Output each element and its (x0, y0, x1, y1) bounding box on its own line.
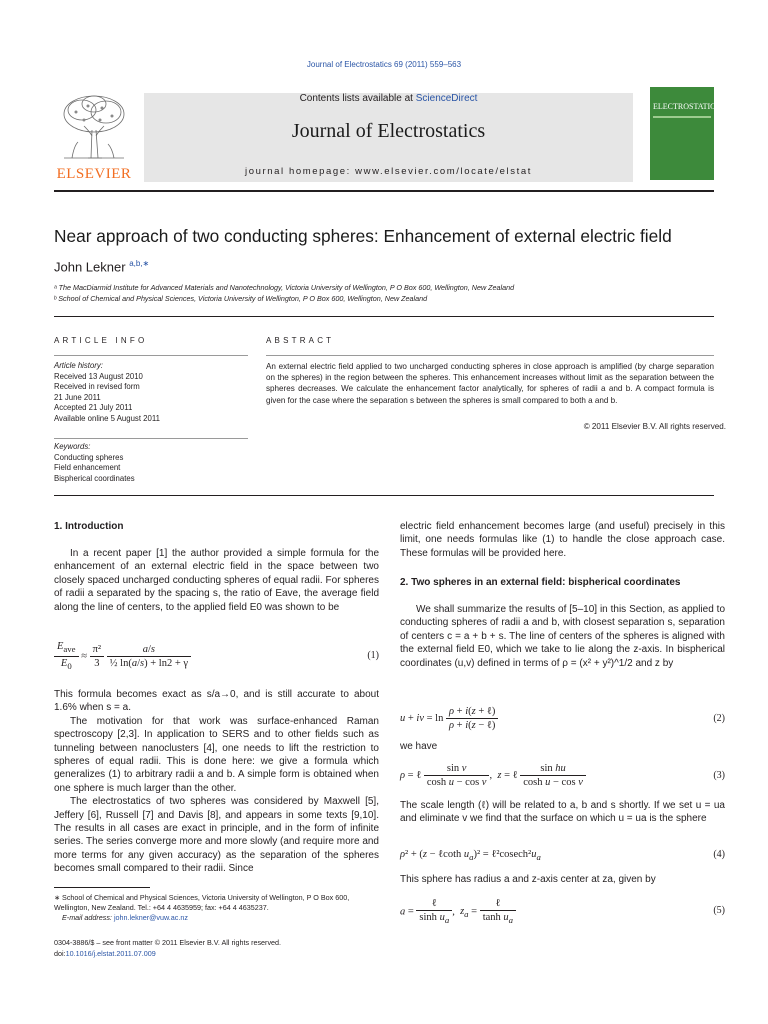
equation-number: (5) (713, 905, 725, 916)
equation-number: (4) (713, 849, 725, 860)
abstract-caption: ABSTRACT (266, 336, 335, 345)
divider (266, 355, 714, 356)
journal-citation[interactable]: Journal of Electrostatics 69 (2011) 559–563 (306, 60, 462, 69)
equation-1: $\frac{E_{ave}}{E_0}$ ≈ $\frac{\text{π²}}{3}$ $\frac{a/s}{\text{½ ln(a/s) + ln2 + γ}}$ (1) (54, 640, 379, 676)
history-item: 21 June 2011 (54, 392, 101, 402)
paragraph: In a recent paper [1] the author provided a simple formula for the enhancement of an external electric field in the space between two closely spaced uncharged conducting spheres of equal radii. For spheres of radii a separated by the spacing s, the ratio of Eave, the average field along the line of centers, to the applied field E0 was shown to be (54, 548, 379, 613)
paper-title: Near approach of two conducting spheres: Enhancement of external electric field (54, 226, 672, 246)
title-rule (54, 316, 714, 317)
keywords (54, 442, 248, 484)
keyword: Bispherical coordinates (54, 473, 135, 483)
section-2-heading: 2. Two spheres in an external field: bispherical coordinates (400, 577, 681, 588)
section-rule (54, 495, 714, 496)
equation-number: (2) (713, 713, 725, 724)
equation-3: ρ = ℓ $\frac{\text{sin v}}{\text{cosh u − cos v}}$ , z = ℓ $\frac{\text{sin hu}}{\text{cosh u − cos v}}$ (3) (400, 763, 725, 788)
paragraph: The electrostatics of two spheres was considered by Maxwell [5], Jeffery [6], Russell [7] and Davis [8], and appears in some texts [9,10]. The results in all cases are exact in principle, and in the form of infinite series. The series converge more and more slowly (and require more and more terms for any given accuracy) as the separation of the spheres becomes small compared to their radii. Since (54, 796, 379, 875)
equation-5: a = $\frac{\text{ℓ}}{\sinh u_a}$ , $z_a$ = $\frac{\text{ℓ}}{\tanh u_a}$ (5) (400, 898, 725, 926)
front-matter-text: 0304-3886/$ – see front matter © 2011 Elsevier B.V. All rights reserved. (54, 938, 282, 947)
equation-4: ρ² + (z − ℓcoth $u_a)^2$ = $\ell^2cosech^2u_a$ (4) (400, 849, 725, 863)
email-label: E-mail address: (62, 913, 114, 922)
history-item: Received in revised form (54, 382, 140, 392)
equation-number: (1) (367, 650, 379, 661)
front-matter (54, 937, 379, 959)
affiliation-b: ᵇ School of Chemical and Physical Sciences, Victoria University of Wellington, P O Box 600, Wellington, New Zealand (54, 294, 428, 303)
history-label: Article history: (54, 361, 103, 370)
paragraph: We shall summarize the results of [5–10] in this Section, as applied to conducting spheres of radii a and b, with closest separation s, separation of centers c = a + b + s. The line of centers of the spheres is aligned with the external field E0, which we take to lie along the z-axis. In bispherical coordinates (u,v) defined in terms of ρ = (x² + y²)^1/2 and z by (400, 604, 725, 669)
doi-label: doi: (54, 949, 66, 958)
divider (54, 355, 248, 356)
author-name: John Lekner (54, 259, 126, 275)
sciencedirect-link[interactable]: ScienceDirect (415, 93, 478, 104)
cover-title: ELECTROSTATICS (653, 102, 720, 111)
history-item: Received 13 August 2010 (54, 371, 143, 381)
article-history (54, 361, 248, 425)
abstract-text: An external electric field applied to two uncharged conducting spheres in close approach is amplified (by charge separation on the spheres) in the region between the spheres. This enhancement increases without limit as the separation between the spheres decreases. We calculate the enhancement factor analytically, for spheres of radii a and b. A compact formula is given for the case where the separation s between the spheres is small compared to both a and b. (266, 362, 714, 405)
divider (54, 438, 248, 439)
history-item: Accepted 21 July 2011 (54, 403, 133, 413)
journal-cover-image (650, 87, 720, 180)
paragraph: This formula becomes exact as s/a→0, and is still accurate to about 1.6% when s = a. (54, 689, 379, 714)
keyword: Field enhancement (54, 463, 121, 473)
section-1-heading: 1. Introduction (54, 521, 124, 532)
doi-link[interactable]: 10.1016/j.elstat.2011.07.009 (65, 949, 156, 958)
email-link[interactable]: john.lekner@vuw.ac.nz (113, 913, 188, 922)
journal-homepage[interactable]: journal homepage: www.elsevier.com/locate/elstat (245, 166, 532, 177)
journal-title: Journal of Electrostatics (291, 120, 486, 142)
history-item: Available online 5 August 2011 (54, 413, 160, 423)
contents-line (144, 93, 633, 104)
author-affiliation-marks[interactable]: a,b,∗ (129, 259, 150, 268)
abstract-copyright: © 2011 Elsevier B.V. All rights reserved. (583, 422, 726, 431)
footnote-text: ∗ School of Chemical and Physical Sciences, Victoria University of Wellington, P O Box 600, Wellington, New Zealand. Tel.: +64 4 4635959; fax: +64 4 4635237. (54, 893, 350, 912)
footnote-rule (54, 887, 150, 888)
keywords-label: Keywords: (54, 442, 91, 451)
paragraph: electric field enhancement becomes large (and useful) precisely in this limit, one needs formulas like (1) to handle the close approach case. These formulas will be provided here. (400, 521, 725, 559)
contents-prefix: Contents lists available at (299, 93, 416, 104)
paragraph: The scale length (ℓ) will be related to a, b and s shortly. If we set u = ua and eliminate v we find that the surface on which u = ua is the sphere (400, 800, 725, 825)
header-rule (54, 190, 714, 192)
keyword: Conducting spheres (54, 452, 124, 462)
paragraph: This sphere has radius a and z-axis center at za, given by (400, 874, 656, 885)
cover-stripe (653, 116, 711, 118)
equation-number: (3) (713, 770, 725, 781)
article-info-caption: ARTICLE INFO (54, 336, 148, 345)
author-line (54, 259, 149, 274)
paragraph-group (54, 688, 379, 876)
equation-2: u + iv = ln $\frac{\text{ρ + i(z + ℓ)}}{\text{ρ + i(z − ℓ)}}$ (2) (400, 706, 725, 731)
affiliation-a: ᵃ The MacDiarmid Institute for Advanced Materials and Nanotechnology, Victoria University of Wellington, P O Box 600, Wellington, New Zealand (54, 283, 515, 292)
paragraph: The motivation for that work was surface-enhanced Raman spectroscopy [2,3]. In application to SERS and to other fields such as tunneling between nanoclusters [4], one needs to lift the restriction to spheres of equal radii. This is done here: we give a formula which generalizes (1) to arbitrary radii a and b. A simple form is obtained when one sphere is much larger than the other. (54, 715, 379, 794)
publisher-wordmark: ELSEVIER (56, 166, 132, 182)
text-we-have: we have (400, 741, 438, 752)
corresponding-author-footnote (54, 893, 379, 923)
